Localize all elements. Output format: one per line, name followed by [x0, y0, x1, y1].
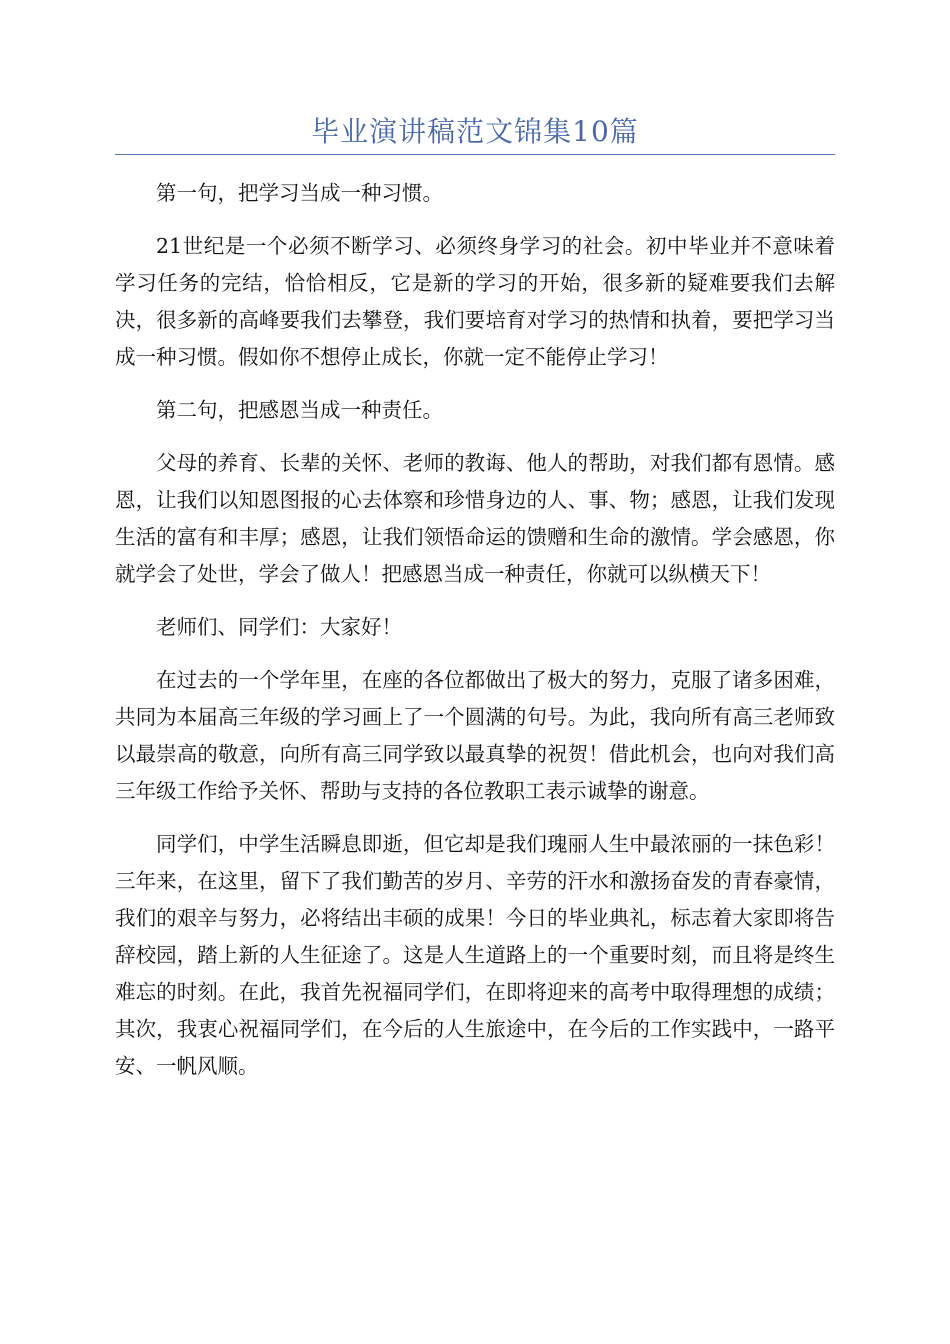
page-title: 毕业演讲稿范文锦集10篇	[311, 115, 639, 148]
paragraph-5: 老师们、同学们：大家好！	[156, 615, 402, 639]
document-body	[115, 175, 835, 1101]
paragraph-6: 在过去的一个学年里，在座的各位都做出了极大的努力，克服了诸多困难，共同为本届高三年级的学习画上了一个圆满的句号。为此，我向所有高三老师致以最崇高的敬意，向所有高三同学致以最真挚的祝贺！借此机会，也向对我们高三年级工作给予关怀、帮助与支持的各位教职工表示诚挚的谢意。	[115, 668, 835, 803]
title-divider	[115, 154, 835, 155]
paragraph-4: 父母的养育、长辈的关怀、老师的教诲、他人的帮助，对我们都有恩情。感恩，让我们以知恩图报的心去体察和珍惜身边的人、事、物；感恩，让我们发现生活的富有和丰厚；感恩，让我们领悟命运的馈赠和生命的激情。学会感恩，你就学会了处世，学会了做人！把感恩当成一种责任，你就可以纵横天下！	[115, 451, 835, 586]
paragraph-1: 第一句，把学习当成一种习惯。	[156, 181, 443, 205]
paragraph-2: 21世纪是一个必须不断学习、必须终身学习的社会。初中毕业并不意味着学习任务的完结，恰恰相反，它是新的学习的开始，很多新的疑难要我们去解决，很多新的高峰要我们去攀登，我们要培育对学习的热情和执着，要把学习当成一种习惯。假如你不想停止成长，你就一定不能停止学习！	[115, 234, 835, 369]
paragraph-7: 同学们，中学生活瞬息即逝，但它却是我们瑰丽人生中最浓丽的一抹色彩！三年来，在这里，留下了我们勤苦的岁月、辛劳的汗水和激扬奋发的青春豪情，我们的艰辛与努力，必将结出丰硕的成果！今日的毕业典礼，标志着大家即将告辞校园，踏上新的人生征途了。这是人生道路上的一个重要时刻，而且将是终生难忘的时刻。在此，我首先祝福同学们，在即将迎来的高考中取得理想的成绩；其次，我衷心祝福同学们，在今后的人生旅途中，在今后的工作实践中，一路平安、一帆风顺。	[115, 832, 835, 1078]
paragraph-3: 第二句，把感恩当成一种责任。	[156, 398, 443, 422]
